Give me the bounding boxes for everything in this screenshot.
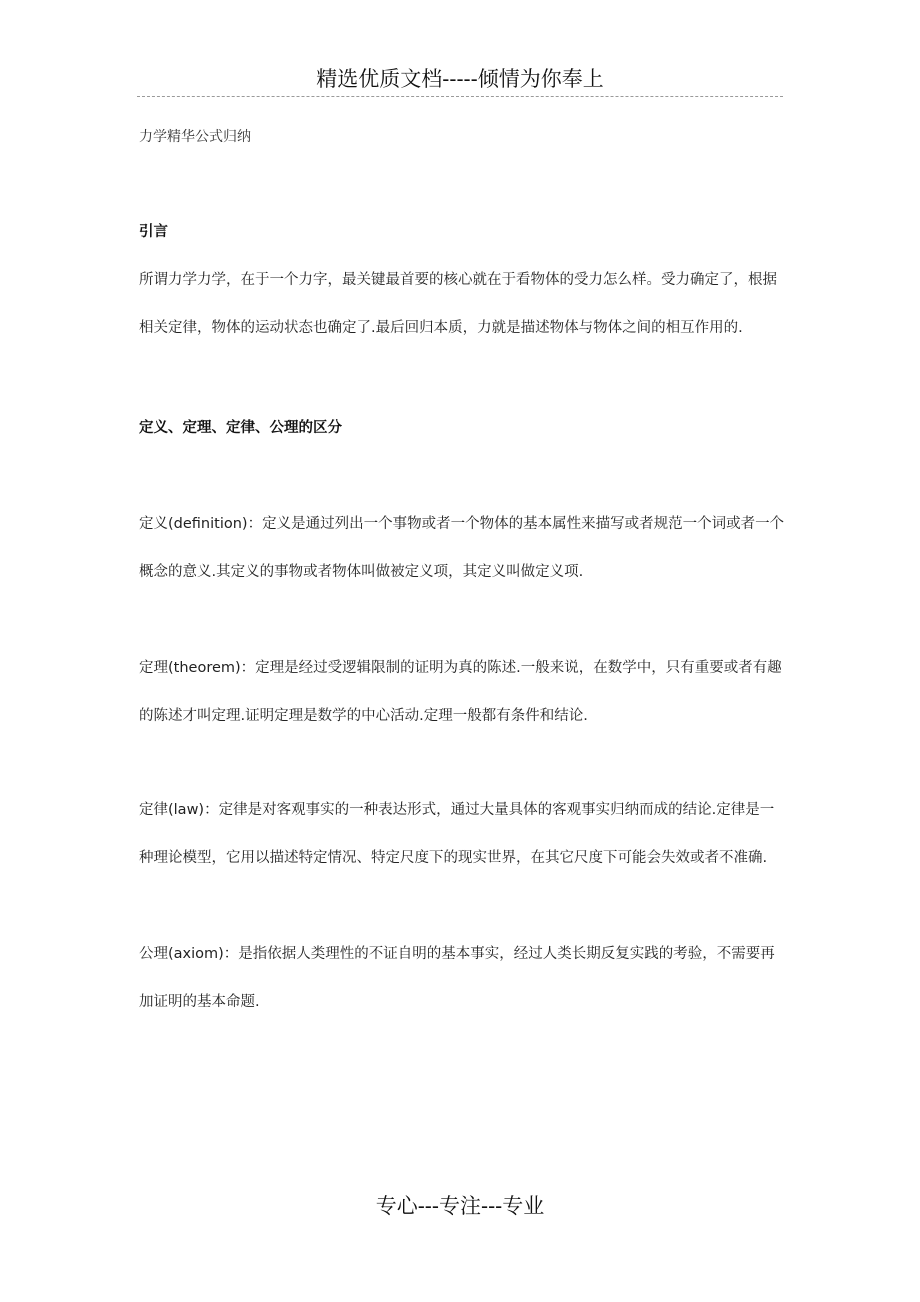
definition-paragraph: 定义(definition)：定义是通过列出一个事物或者一个物体的基本属性来描写或者规范一个词或者一个概念的意义.其定义的事物或者物体叫做被定义项，其定义叫做定义项. bbox=[139, 516, 785, 580]
page-header: 精选优质文档-----倾情为你奉上 bbox=[316, 67, 604, 91]
intro-heading: 引言 bbox=[139, 224, 168, 240]
axiom-paragraph: 公理(axiom)：是指依据人类理性的不证自明的基本事实，经过人类长期反复实践的考验，不需要再加证明的基本命题. bbox=[139, 946, 775, 1010]
page-footer: 专心---专注---专业 bbox=[375, 1194, 545, 1218]
law-paragraph: 定律(law)：定律是对客观事实的一种表达形式，通过大量具体的客观事实归纳而成的结论.定律是一种理论模型，它用以描述特定情况、特定尺度下的现实世界，在其它尺度下可能会失效或者不准确. bbox=[139, 802, 775, 866]
distinction-heading: 定义、定理、定律、公理的区分 bbox=[139, 420, 342, 436]
document-title: 力学精华公式归纳 bbox=[139, 129, 251, 145]
intro-paragraph: 所谓力学力学，在于一个力字，最关键最首要的核心就在于看物体的受力怎么样。受力确定了，根据相关定律，物体的运动状态也确定了.最后回归本质，力就是描述物体与物体之间的相互作用的. bbox=[139, 272, 777, 336]
theorem-paragraph: 定理(theorem)：定理是经过受逻辑限制的证明为真的陈述.一般来说，在数学中，只有重要或者有趣的陈述才叫定理.证明定理是数学的中心活动.定理一般都有条件和结论. bbox=[139, 660, 782, 724]
document-body bbox=[139, 120, 785, 1026]
header-divider bbox=[137, 96, 783, 97]
